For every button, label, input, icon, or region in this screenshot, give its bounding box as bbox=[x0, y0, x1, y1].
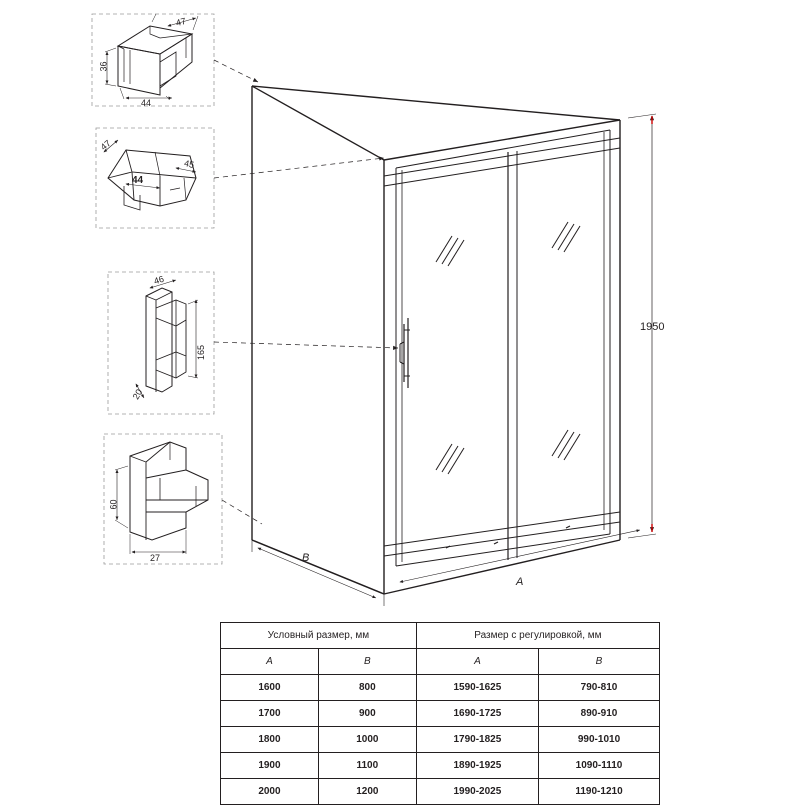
cell-b-nominal: 1000 bbox=[318, 727, 416, 753]
column-header-b-adjust: B bbox=[539, 649, 660, 675]
column-header-b-nominal: B bbox=[318, 649, 416, 675]
detail1-dim-47: 47 bbox=[174, 15, 187, 29]
cell-b-nominal: 1200 bbox=[318, 779, 416, 805]
cell-b-adjust: 1190-1210 bbox=[539, 779, 660, 805]
cell-a-adjust: 1690-1725 bbox=[416, 701, 538, 727]
table-row bbox=[221, 727, 660, 753]
cell-a-adjust: 1890-1925 bbox=[416, 753, 538, 779]
table-row bbox=[221, 675, 660, 701]
dimension-letter-b: B bbox=[302, 552, 310, 564]
main-height-dimension: 1950 bbox=[640, 321, 665, 333]
cell-a-adjust: 1790-1825 bbox=[416, 727, 538, 753]
cell-a-adjust: 1590-1625 bbox=[416, 675, 538, 701]
table-group-header-row bbox=[221, 623, 660, 649]
cell-b-adjust: 1090-1110 bbox=[539, 753, 660, 779]
cell-a-nominal: 1600 bbox=[221, 675, 319, 701]
detail3-dim-20: 20 bbox=[130, 387, 145, 402]
detail3-dim-46: 46 bbox=[152, 273, 166, 287]
cell-b-adjust: 890-910 bbox=[539, 701, 660, 727]
detail4-dim-27: 27 bbox=[150, 553, 161, 563]
cell-a-nominal: 1700 bbox=[221, 701, 319, 727]
cell-b-nominal: 1100 bbox=[318, 753, 416, 779]
detail1-dim-44: 44 bbox=[141, 98, 152, 108]
group-header-nominal: Условный размер, мм bbox=[221, 623, 417, 649]
size-specification-table bbox=[220, 622, 660, 805]
table-row bbox=[221, 753, 660, 779]
cell-a-adjust: 1990-2025 bbox=[416, 779, 538, 805]
table-column-header-row bbox=[221, 649, 660, 675]
cell-a-nominal: 1800 bbox=[221, 727, 319, 753]
cell-b-nominal: 900 bbox=[318, 701, 416, 727]
detail4-dim-60: 60 bbox=[108, 499, 119, 510]
detail2-dim-45: 45 bbox=[183, 158, 196, 170]
dimension-letter-a: A bbox=[516, 576, 524, 588]
table-row bbox=[221, 779, 660, 805]
cell-b-nominal: 800 bbox=[318, 675, 416, 701]
group-header-adjustable: Размер с регулировкой, мм bbox=[416, 623, 659, 649]
column-header-a-nominal: A bbox=[221, 649, 319, 675]
detail2-dim-47: 47 bbox=[98, 138, 113, 153]
detail2-dim-44: 44 bbox=[132, 175, 144, 186]
detail3-dim-165: 165 bbox=[196, 344, 207, 361]
table-row bbox=[221, 701, 660, 727]
cell-b-adjust: 790-810 bbox=[539, 675, 660, 701]
detail1-dim-36: 36 bbox=[98, 61, 109, 72]
cell-a-nominal: 2000 bbox=[221, 779, 319, 805]
column-header-a-adjust: A bbox=[416, 649, 538, 675]
cell-b-adjust: 990-1010 bbox=[539, 727, 660, 753]
cell-a-nominal: 1900 bbox=[221, 753, 319, 779]
